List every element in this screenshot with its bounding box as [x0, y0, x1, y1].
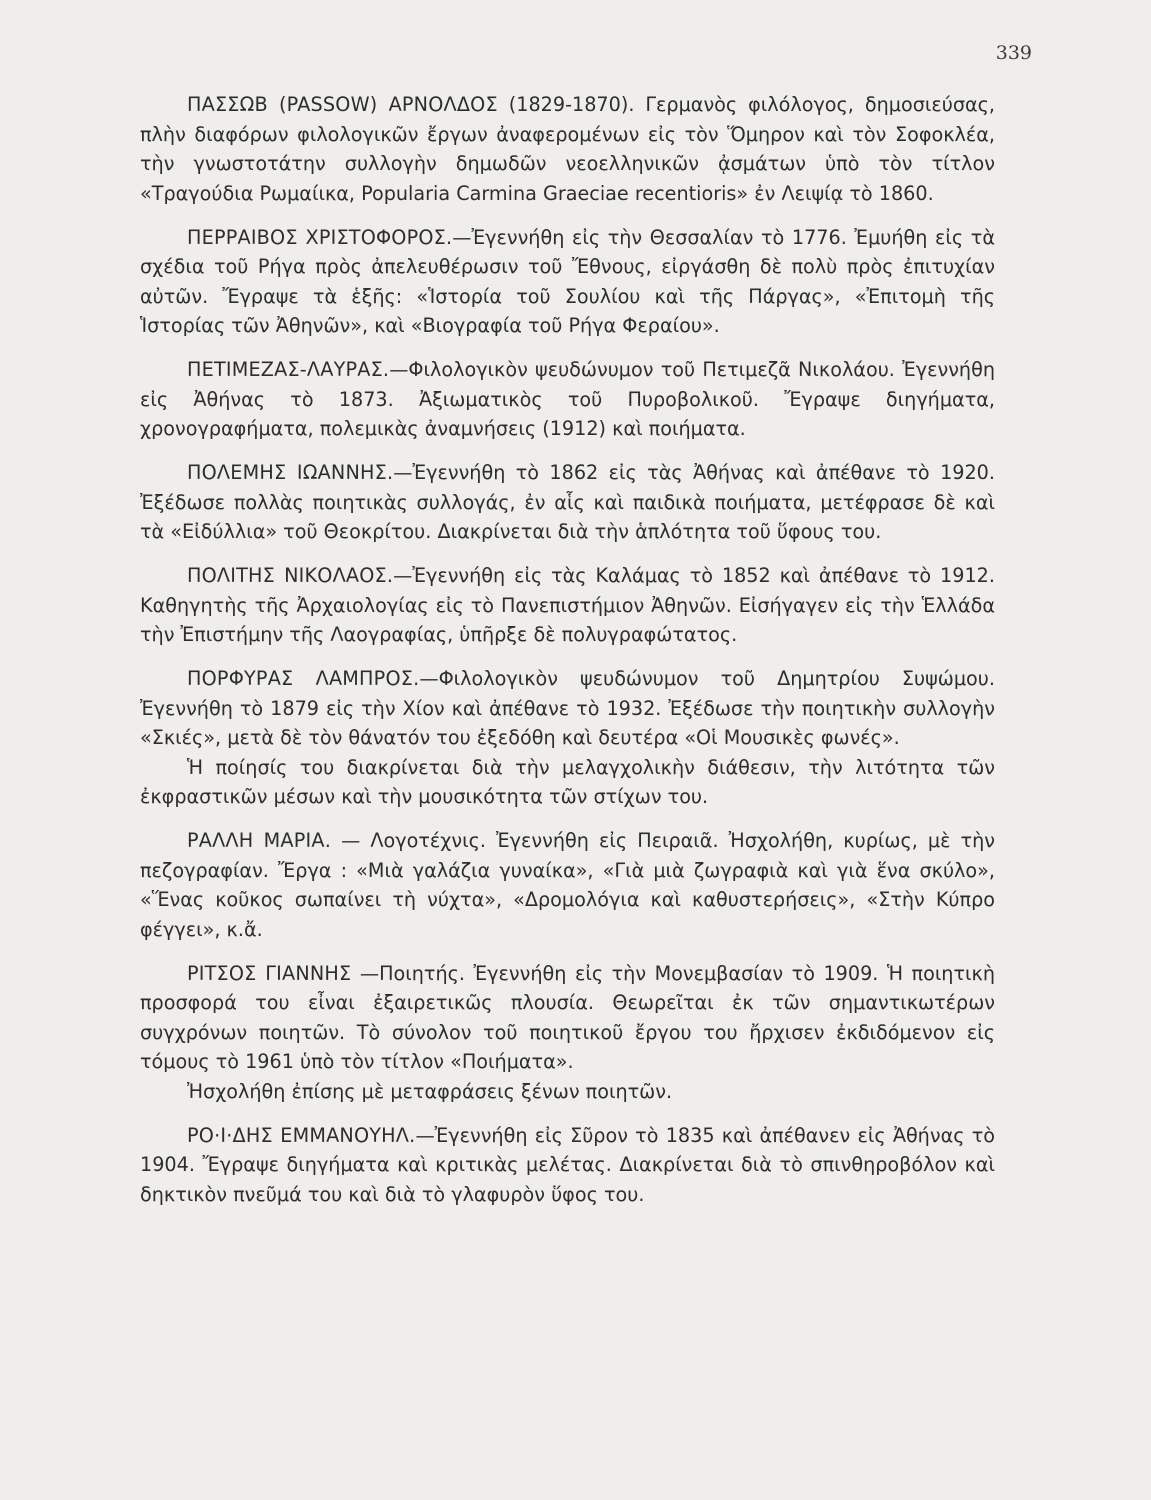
entry-text: —Ποιητής. Ἐγεννήθη εἰς τὴν Μονεμβασίαν τὸ 1909. Ἡ ποιητικὴ προσφορά του εἶναι ἐξαιρετικῶς πλουσία. Θεωρεῖται ἐκ τῶν σημαντικωτέρων συγχρόνων ποιητῶν. Τὸ σύνολον τοῦ ποιητικοῦ ἔργου του ἤρχισεν ἐκδιδόμενον εἰς τόμους τὸ 1961 ὑπὸ τὸν τίτλον «Ποιήματα».: [140, 961, 995, 1073]
entry-extra-paragraph: Ἡ ποίησίς του διακρίνεται διὰ τὴν μελαγχολικὴν διάθεσιν, τὴν λιτότητα τῶν ἐκφραστικῶν μέσων καὶ τὴν μουσικότητα τῶν στίχων του.: [140, 755, 995, 808]
entry-text: —Ἐγεννήθη εἰς Σῦρον τὸ 1835 καὶ ἀπέθανεν εἰς Ἀθήνας τὸ 1904. Ἔγραψε διηγήματα καὶ κριτικὰς μελέτας. Διακρίνεται διὰ τὸ σπινθηροβόλον καὶ δηκτικὸν πνεῦμά του καὶ διὰ τὸ γλαφυρὸν ὕφος του.: [140, 1123, 995, 1206]
entry-paragraph: [140, 561, 995, 650]
entry-paragraph: [140, 664, 995, 753]
entry-polemis: [140, 458, 995, 547]
entry-name: ΠΟΡΦΥΡΑΣ ΛΑΜΠΡΟΣ.: [187, 667, 420, 690]
entry-name: ΠΟΛΕΜΗΣ ΙΩΑΝΝΗΣ.: [187, 461, 394, 484]
entry-text: (1829-1870). Γερμανὸς φιλόλογος, δημοσιεύσας, πλὴν διαφόρων φιλολογικῶν ἔργων ἀναφερομένων εἰς τὸν Ὅμηρον καὶ τὸν Σοφοκλέα, τὴν γνωστοτάτην συλλογὴν δημωδῶν νεοελληνικῶν ᾀσμάτων ὑπὸ τὸν τίτλον «Τραγούδια Ρωμαίικα, Popularia Carmina Graeciae recentioris» ἐν Λειψίᾳ τὸ 1860.: [140, 93, 995, 205]
entry-text: — Λογοτέχνις. Ἐγεννήθη εἰς Πειραιᾶ. Ἠσχολήθη, κυρίως, μὲ τὴν πεζογραφίαν. Ἔργα : «Μιὰ γαλάζια γυναίκα», «Γιὰ μιὰ ζωγραφιὰ καὶ γιὰ ἕνα σκύλο», «Ἕνας κοῦκος σωπαίνει τὴ νύχτα», «Δρομολόγια καὶ καθυστερήσεις», «Στὴν Κύπρο φέγγει», κ.ἄ.: [140, 829, 995, 941]
entry-passow: [140, 90, 995, 208]
entry-text: —Ἐγεννήθη εἰς τὰς Καλάμας τὸ 1852 καὶ ἀπέθανε τὸ 1912. Καθηγητὴς τῆς Ἀρχαιολογίας εἰς τὸ Πανεπιστήμιον Ἀθηνῶν. Εἰσήγαγεν εἰς τὴν Ἑλλάδα τὴν Ἐπιστήμην τῆς Λαογραφίας, ὑπῆρξε δὲ πολυγραφώτατος.: [140, 564, 995, 646]
entry-name: ΠΕΡΡΑΙΒΟΣ ΧΡΙΣΤΟΦΟΡΟΣ.: [187, 225, 453, 249]
entry-paragraph: [140, 355, 995, 444]
entry-text: —Ἐγεννήθη εἰς τὴν Θεσσαλίαν τὸ 1776. Ἐμυήθη εἰς τὰ σχέδια τοῦ Ρήγα πρὸς ἀπελευθέρωσιν τοῦ Ἔθνους, εἰργάσθη δὲ πολὺ πρὸς ἐπιτυχίαν αὐτῶν. Ἔγραψε τὰ ἑξῆς: «Ἱστορία τοῦ Σουλίου καὶ τῆς Πάργας», «Ἐπιτομὴ τῆς Ἱστορίας τῶν Ἀθηνῶν», καὶ «Βιογραφία τοῦ Ρήγα Φεραίου».: [140, 225, 995, 337]
entry-ritsos: [140, 959, 995, 1107]
entry-paragraph: [140, 458, 995, 547]
entry-name: ΠΑΣΣΩΒ (PASSOW) ΑΡΝΟΛΔΟΣ: [187, 93, 498, 116]
entry-politis: [140, 561, 995, 650]
entry-name: ΡΟ·Ι·ΔΗΣ ΕΜΜΑΝΟΥΗΛ.: [187, 1123, 416, 1147]
entry-paragraph: [140, 959, 995, 1077]
entry-paragraph: [140, 826, 995, 944]
page-number: 339: [995, 42, 1032, 64]
entry-extra-paragraph: Ἠσχολήθη ἐπίσης μὲ μεταφράσεις ξένων ποιητῶν.: [187, 1079, 673, 1103]
entry-text: —Φιλολογικὸν ψευδώνυμον τοῦ Δημητρίου Συψώμου. Ἐγεννήθη τὸ 1879 εἰς τὴν Χίον καὶ ἀπέθανε τὸ 1932. Ἐξέδωσε τὴν ποιητικὴν συλλογὴν «Σκιές», μετὰ δὲ τὸν θάνατόν του ἐξεδόθη καὶ δευτέρα «Οἱ Μουσικὲς φωνές».: [140, 667, 995, 749]
entry-paragraph: [140, 223, 995, 341]
entry-paragraph: [140, 1121, 995, 1210]
entry-perraivos: [140, 223, 995, 341]
entry-name: ΡΙΤΣΟΣ ΓΙΑΝΝΗΣ: [187, 961, 352, 985]
entry-petimezas: [140, 355, 995, 444]
entry-roidis: [140, 1121, 995, 1210]
entry-porfyras: [140, 664, 995, 812]
entry-name: ΠΕΤΙΜΕΖΑΣ-ΛΑΥΡΑΣ.: [187, 358, 390, 381]
entry-name: ΠΟΛΙΤΗΣ ΝΙΚΟΛΑΟΣ.: [187, 564, 394, 587]
entry-paragraph: [140, 90, 995, 208]
entry-ralli: [140, 826, 995, 944]
dictionary-entries: [140, 90, 995, 1224]
entry-text: —Φιλολογικὸν ψευδώνυμον τοῦ Πετιμεζᾶ Νικολάου. Ἐγεννήθη εἰς Ἀθήνας τὸ 1873. Ἀξιωματικὸς τοῦ Πυροβολικοῦ. Ἔγραψε διηγήματα, χρονογραφήματα, πολεμικὰς ἀναμνήσεις (1912) καὶ ποιήματα.: [140, 358, 995, 440]
entry-name: ΡΑΛΛΗ ΜΑΡΙΑ.: [187, 829, 332, 852]
entry-text: —Ἐγεννήθη τὸ 1862 εἰς τὰς Ἀθήνας καὶ ἀπέθανε τὸ 1920. Ἐξέδωσε πολλὰς ποιητικὰς συλλογάς, ἐν αἷς καὶ παιδικὰ ποιήματα, μετέφρασε δὲ καὶ τὰ «Εἰδύλλια» τοῦ Θεοκρίτου. Διακρίνεται διὰ τὴν ἁπλότητα τοῦ ὕφους του.: [140, 461, 995, 543]
